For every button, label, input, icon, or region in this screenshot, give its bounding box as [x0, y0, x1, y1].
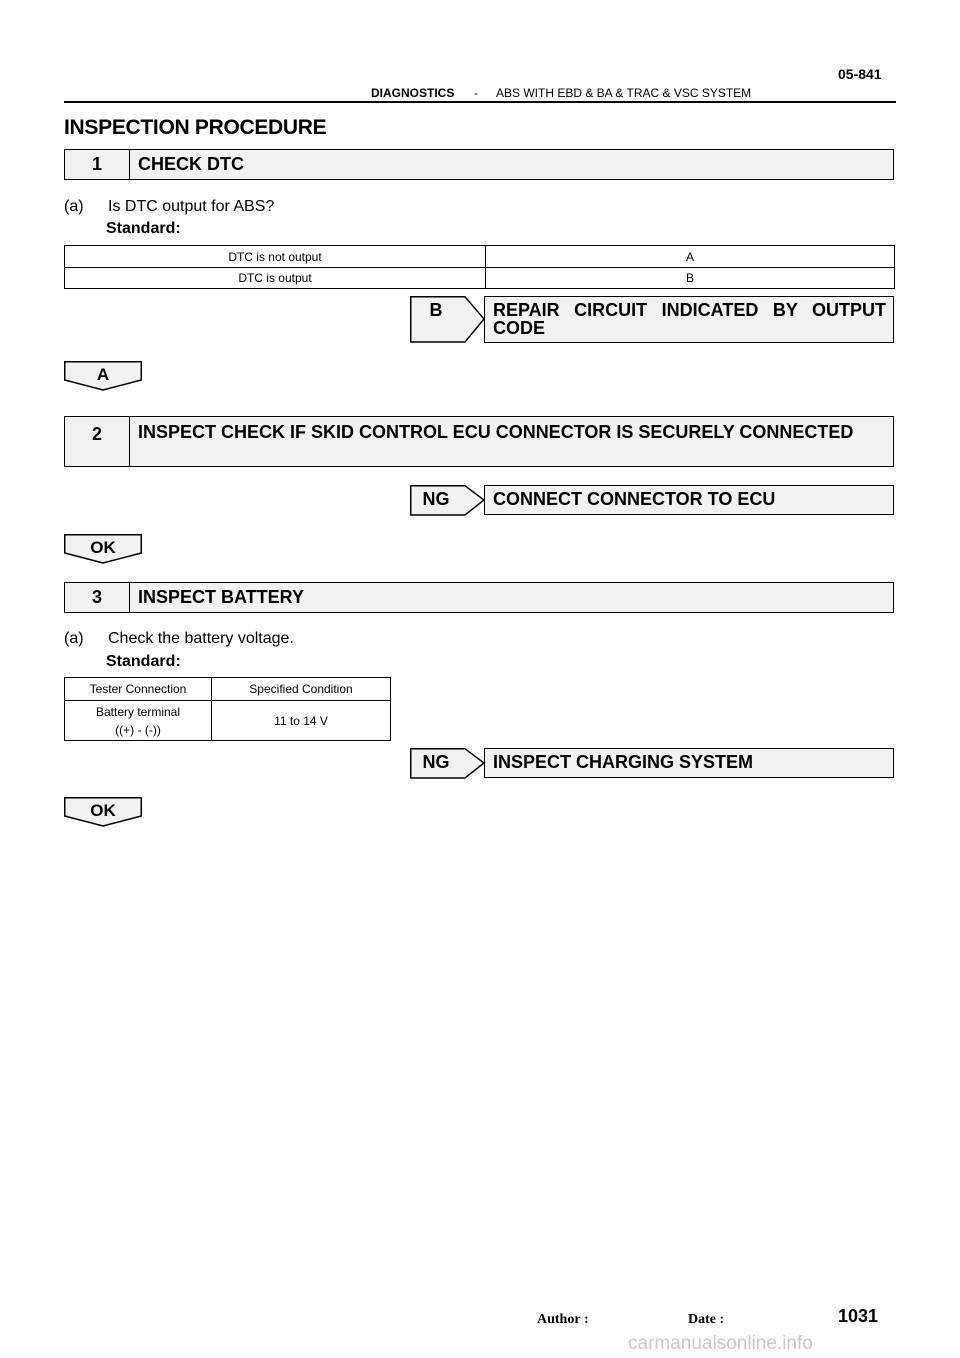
table-cell	[65, 701, 212, 741]
connection-line-2: ((+) - (-))	[115, 722, 161, 737]
table-cell: B	[486, 268, 895, 289]
step-1-header	[64, 149, 894, 180]
header-system: ABS WITH EBD & BA & TRAC & VSC SYSTEM	[496, 86, 752, 100]
author-label: Author :	[537, 1312, 589, 1327]
tab-label: A	[96, 365, 110, 384]
table-row	[65, 268, 895, 289]
step-1-para-text: Is DTC output for ABS?	[108, 198, 275, 215]
step-1-number: 1	[65, 150, 130, 179]
step-1-standard-table	[64, 245, 895, 289]
step-1-title: CHECK DTC	[138, 154, 244, 174]
table-header-cell: Specified Condition	[212, 678, 391, 701]
page-code: 05-841	[838, 66, 882, 82]
result-label-text: NG	[422, 752, 450, 772]
step-3-result-box: INSPECT CHARGING SYSTEM	[484, 748, 894, 778]
step-2-title: INSPECT CHECK IF SKID CONTROL ECU CONNECTOR IS SECURELY CONNECTED	[138, 422, 854, 442]
step-2-result-box: CONNECT CONNECTOR TO ECU	[484, 485, 894, 515]
header-dash: -	[474, 86, 478, 100]
step-2-result-label	[410, 485, 485, 515]
result-label-text: B	[429, 300, 443, 320]
date-label: Date :	[688, 1312, 725, 1327]
step-1-para-label: (a)	[64, 198, 84, 215]
step-2-number: 2	[65, 417, 130, 466]
step-1-result-label	[410, 296, 485, 342]
step-1-next-tab	[64, 361, 142, 391]
table-cell: A	[486, 246, 895, 268]
page-number: 1031	[838, 1306, 879, 1326]
step-2-header	[64, 416, 894, 467]
page-title: INSPECTION PROCEDURE	[64, 116, 327, 139]
connection-line-1: Battery terminal	[95, 704, 181, 719]
watermark: carmanualsonline.info	[628, 1333, 813, 1354]
step-3-header	[64, 582, 894, 613]
header-section: DIAGNOSTICS	[371, 86, 455, 100]
header-rule	[64, 101, 896, 103]
table-row	[65, 246, 895, 268]
step-2-next-tab	[64, 534, 142, 564]
step-3-standard-table	[64, 677, 391, 741]
step-3-para-label: (a)	[64, 630, 84, 647]
step-3-number: 3	[65, 583, 130, 612]
table-header-row	[65, 678, 391, 701]
table-cell: DTC is output	[65, 268, 486, 289]
step-3-title: INSPECT BATTERY	[138, 587, 305, 607]
table-header-cell: Tester Connection	[65, 678, 212, 701]
step-3-para-text: Check the battery voltage.	[108, 630, 294, 647]
step-3-next-tab	[64, 797, 142, 827]
step-1-standard-label: Standard:	[106, 220, 181, 237]
result-label-text: NG	[422, 489, 450, 509]
table-row	[65, 701, 391, 741]
step-3-result-label	[410, 748, 485, 778]
table-cell: DTC is not output	[65, 246, 486, 268]
tab-label: OK	[90, 801, 116, 820]
tab-label: OK	[90, 538, 116, 557]
step-1-result-box: REPAIR CIRCUIT INDICATED BY OUTPUT CODE	[484, 296, 894, 343]
table-cell: 11 to 14 V	[212, 701, 391, 741]
step-3-standard-label: Standard:	[106, 653, 181, 670]
